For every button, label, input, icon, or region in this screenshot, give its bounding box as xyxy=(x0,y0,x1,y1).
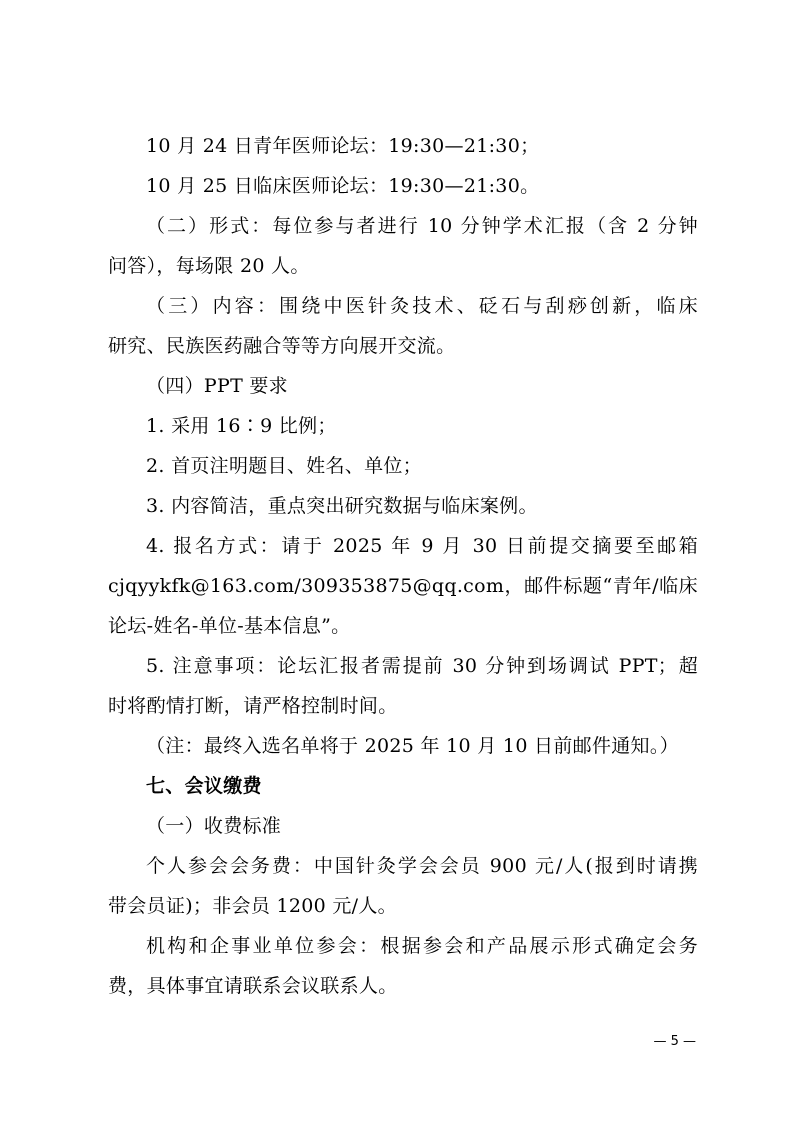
notice-line-1: 5. 注意事项：论坛汇报者需提前 30 分钟到场调试 PPT；超 xyxy=(146,655,698,677)
ppt-requirement-1: 1. 采用 16∶9 比例； xyxy=(146,415,337,437)
institution-fee-line-2: 费，具体事宜请联系会议联系人。 xyxy=(108,975,398,997)
schedule-youth-forum: 10 月 24 日青年医师论坛：19:30—21:30； xyxy=(146,135,540,157)
ppt-requirement-3: 3. 内容简洁，重点突出研究数据与临床案例。 xyxy=(146,495,538,517)
page-number: — 5 — xyxy=(653,1034,696,1049)
schedule-clinical-forum: 10 月 25 日临床医师论坛：19:30—21:30。 xyxy=(146,175,540,197)
institution-fee-line-1: 机构和企事业单位参会：根据参会和产品展示形式确定会务 xyxy=(146,935,698,957)
individual-fee-line-1: 个人参会会务费：中国针灸学会会员 900 元/人(报到时请携 xyxy=(146,855,698,877)
selection-note: （注：最终入选名单将于 2025 年 10 月 10 日前邮件通知。） xyxy=(146,735,679,757)
notice-line-2: 时将酌情打断，请严格控制时间。 xyxy=(108,695,398,717)
registration-line-2: cjqyykfk@163.com/309353875@qq.com，邮件标题“青年/临床 xyxy=(108,575,698,597)
format-paragraph-line-2: 问答），每场限 20 人。 xyxy=(108,255,310,277)
section-heading-fees: 七、会议缴费 xyxy=(146,775,262,797)
registration-line-3: 论坛-姓名-单位-基本信息”。 xyxy=(108,615,351,637)
registration-line-1: 4. 报名方式：请于 2025 年 9 月 30 日前提交摘要至邮箱 xyxy=(146,535,698,557)
ppt-requirements-heading: （四）PPT 要求 xyxy=(146,375,288,397)
format-paragraph-line-1: （二）形式：每位参与者进行 10 分钟学术汇报（含 2 分钟 xyxy=(146,215,698,237)
ppt-requirement-2: 2. 首页注明题目、姓名、单位； xyxy=(146,455,422,477)
individual-fee-line-2: 带会员证)；非会员 1200 元/人。 xyxy=(108,895,397,917)
content-paragraph-line-2: 研究、民族医药融合等等方向展开交流。 xyxy=(108,335,456,357)
fee-standard-heading: （一）收费标准 xyxy=(146,815,282,837)
content-paragraph-line-1: （三）内容：围绕中医针灸技术、砭石与刮痧创新，临床 xyxy=(146,295,698,317)
